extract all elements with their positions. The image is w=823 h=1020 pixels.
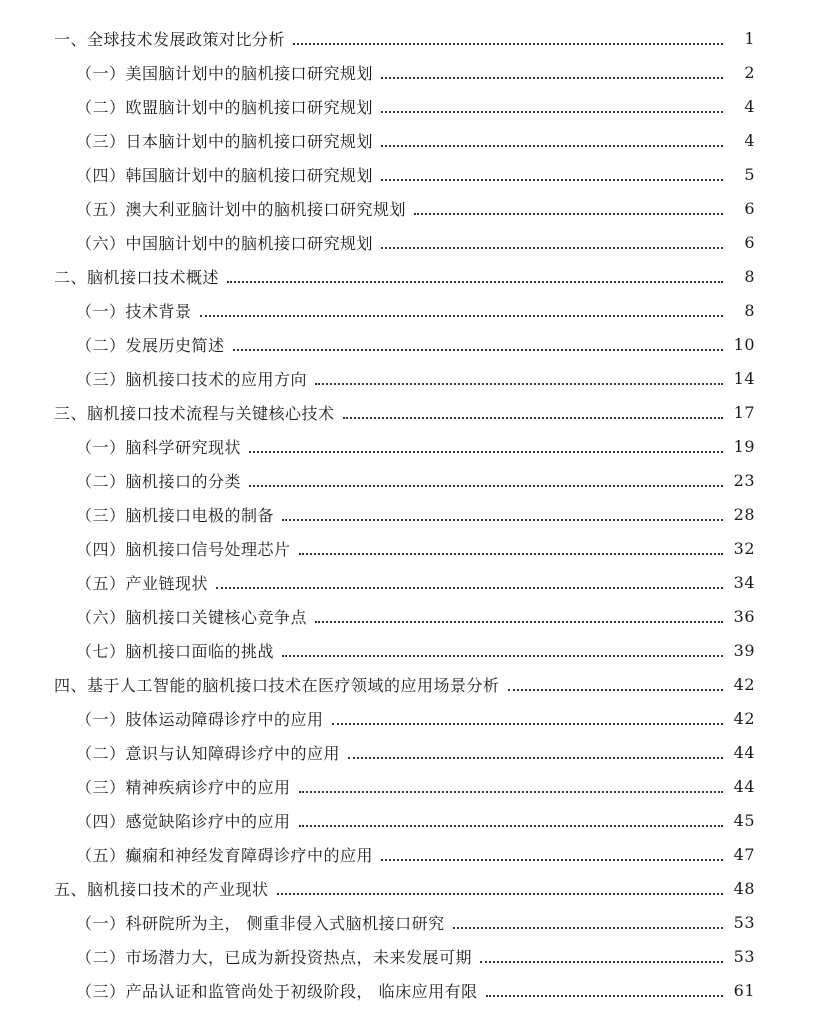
toc-dot-leader [299,824,723,827]
toc-dot-leader [381,110,723,113]
toc-subsection-entry[interactable] [0,599,823,633]
toc-dot-leader [381,76,723,79]
toc-entry-title: （七）脑机接口面临的挑战 [76,641,275,661]
toc-entry-title: （一）技术背景 [76,301,192,321]
toc-dot-leader [299,552,723,555]
toc-dot-leader [348,756,723,759]
toc-entry-title: （二）市场潜力大，已成为新投资热点，未来发展可期 [76,947,473,967]
toc-subsection-entry[interactable] [0,327,823,361]
toc-dot-leader [299,790,723,793]
toc-dot-leader [332,722,723,725]
toc-subsection-entry[interactable] [0,905,823,939]
toc-entry-title: （三）日本脑计划中的脑机接口研究规划 [76,131,374,151]
toc-subsection-entry[interactable] [0,89,823,123]
toc-page-number: 19 [733,436,755,456]
toc-subsection-entry[interactable] [0,973,823,1007]
toc-dot-leader [315,620,723,623]
toc-subsection-entry[interactable] [0,735,823,769]
toc-entry-title: （五）产业链现状 [76,573,209,593]
toc-section-entry[interactable] [0,667,823,701]
toc-entry-title: （二）发展历史简述 [76,335,225,355]
toc-entry-title: （三）脑机接口电极的制备 [76,505,275,525]
toc-subsection-entry[interactable] [0,531,823,565]
toc-dot-leader [381,858,723,861]
toc-page-number: 17 [733,402,755,422]
toc-entry-title: （五）澳大利亚脑计划中的脑机接口研究规划 [76,199,407,219]
toc-entry-title: （四）脑机接口信号处理芯片 [76,539,291,559]
toc-dot-leader [233,348,723,351]
toc-subsection-entry[interactable] [0,497,823,531]
toc-page-number: 48 [733,878,755,898]
toc-subsection-entry[interactable] [0,769,823,803]
toc-page-number: 5 [744,164,755,184]
toc-dot-leader [381,178,723,181]
toc-page-number: 34 [733,572,755,592]
toc-subsection-entry[interactable] [0,803,823,837]
toc-entry-title: 三、脑机接口技术流程与关键核心技术 [54,403,335,423]
toc-dot-leader [249,484,723,487]
toc-section-entry[interactable] [0,871,823,905]
toc-subsection-entry[interactable] [0,225,823,259]
toc-subsection-entry[interactable] [0,157,823,191]
toc-dot-leader [249,450,723,453]
toc-page-number: 4 [744,96,755,116]
toc-dot-leader [315,382,723,385]
toc-page-number: 1 [744,28,755,48]
toc-subsection-entry[interactable] [0,123,823,157]
toc-dot-leader [381,144,723,147]
toc-subsection-entry[interactable] [0,293,823,327]
toc-entry-title: 二、脑机接口技术概述 [54,267,220,287]
toc-entry-title: （二）意识与认知障碍诊疗中的应用 [76,743,341,763]
toc-page-number: 6 [744,198,755,218]
toc-dot-leader [381,246,723,249]
toc-page-number: 44 [733,742,755,762]
toc-page-number: 4 [744,130,755,150]
toc-page-number: 14 [733,368,755,388]
toc-page-number: 32 [733,538,755,558]
toc-subsection-entry[interactable] [0,565,823,599]
toc-subsection-entry[interactable] [0,939,823,973]
toc-page-number: 44 [733,776,755,796]
toc-entry-title: （一）肢体运动障碍诊疗中的应用 [76,709,324,729]
toc-dot-leader [453,926,723,929]
toc-subsection-entry[interactable] [0,191,823,225]
toc-page-number: 10 [733,334,755,354]
toc-subsection-entry[interactable] [0,701,823,735]
toc-page-number: 2 [744,62,755,82]
toc-subsection-entry[interactable] [0,55,823,89]
toc-dot-leader [227,280,723,283]
toc-subsection-entry[interactable] [0,463,823,497]
toc-page-number: 47 [733,844,755,864]
toc-dot-leader [508,688,723,691]
toc-entry-title: （三）脑机接口技术的应用方向 [76,369,308,389]
toc-page-number: 42 [733,708,755,728]
toc-page-number: 53 [733,912,755,932]
toc-section-entry[interactable] [0,21,823,55]
toc-entry-title: （一）科研院所为主， 侧重非侵入式脑机接口研究 [76,913,445,933]
toc-entry-title: （一）美国脑计划中的脑机接口研究规划 [76,63,374,83]
toc-page-number: 61 [733,980,755,1000]
toc-entry-title: 五、脑机接口技术的产业现状 [54,879,269,899]
toc-subsection-entry[interactable] [0,633,823,667]
toc-page-number: 45 [733,810,755,830]
toc-entry-title: （五）癫痫和神经发育障碍诊疗中的应用 [76,845,374,865]
toc-entry-title: （六）中国脑计划中的脑机接口研究规划 [76,233,374,253]
toc-page-number: 8 [744,300,755,320]
toc-subsection-entry[interactable] [0,837,823,871]
toc-dot-leader [480,960,723,963]
toc-subsection-entry[interactable] [0,361,823,395]
toc-dot-leader [343,416,723,419]
toc-dot-leader [282,654,723,657]
toc-page-number: 8 [744,266,755,286]
toc-dot-leader [486,994,723,997]
toc-page-number: 53 [733,946,755,966]
toc-entry-title: （三）精神疾病诊疗中的应用 [76,777,291,797]
toc-page-number: 6 [744,232,755,252]
toc-entry-title: （一）脑科学研究现状 [76,437,242,457]
toc-page-number: 28 [733,504,755,524]
toc-dot-leader [200,314,723,317]
toc-page-number: 42 [733,674,755,694]
toc-page-number: 23 [733,470,755,490]
toc-entry-title: 一、全球技术发展政策对比分析 [54,29,286,49]
table-of-contents [0,21,823,1007]
toc-section-entry[interactable] [0,395,823,429]
toc-entry-title: （四）韩国脑计划中的脑机接口研究规划 [76,165,374,185]
toc-entry-title: 四、基于人工智能的脑机接口技术在医疗领域的应用场景分析 [54,675,500,695]
toc-dot-leader [277,892,723,895]
toc-page-number: 39 [733,640,755,660]
toc-entry-title: （四）感觉缺陷诊疗中的应用 [76,811,291,831]
toc-entry-title: （二）欧盟脑计划中的脑机接口研究规划 [76,97,374,117]
toc-dot-leader [216,586,723,589]
toc-entry-title: （六）脑机接口关键核心竞争点 [76,607,308,627]
toc-entry-title: （三）产品认证和监管尚处于初级阶段， 临床应用有限 [76,981,478,1001]
toc-subsection-entry[interactable] [0,429,823,463]
toc-entry-title: （二）脑机接口的分类 [76,471,242,491]
toc-dot-leader [414,212,723,215]
toc-dot-leader [293,42,723,45]
toc-section-entry[interactable] [0,259,823,293]
toc-dot-leader [282,518,723,521]
toc-page-number: 36 [733,606,755,626]
